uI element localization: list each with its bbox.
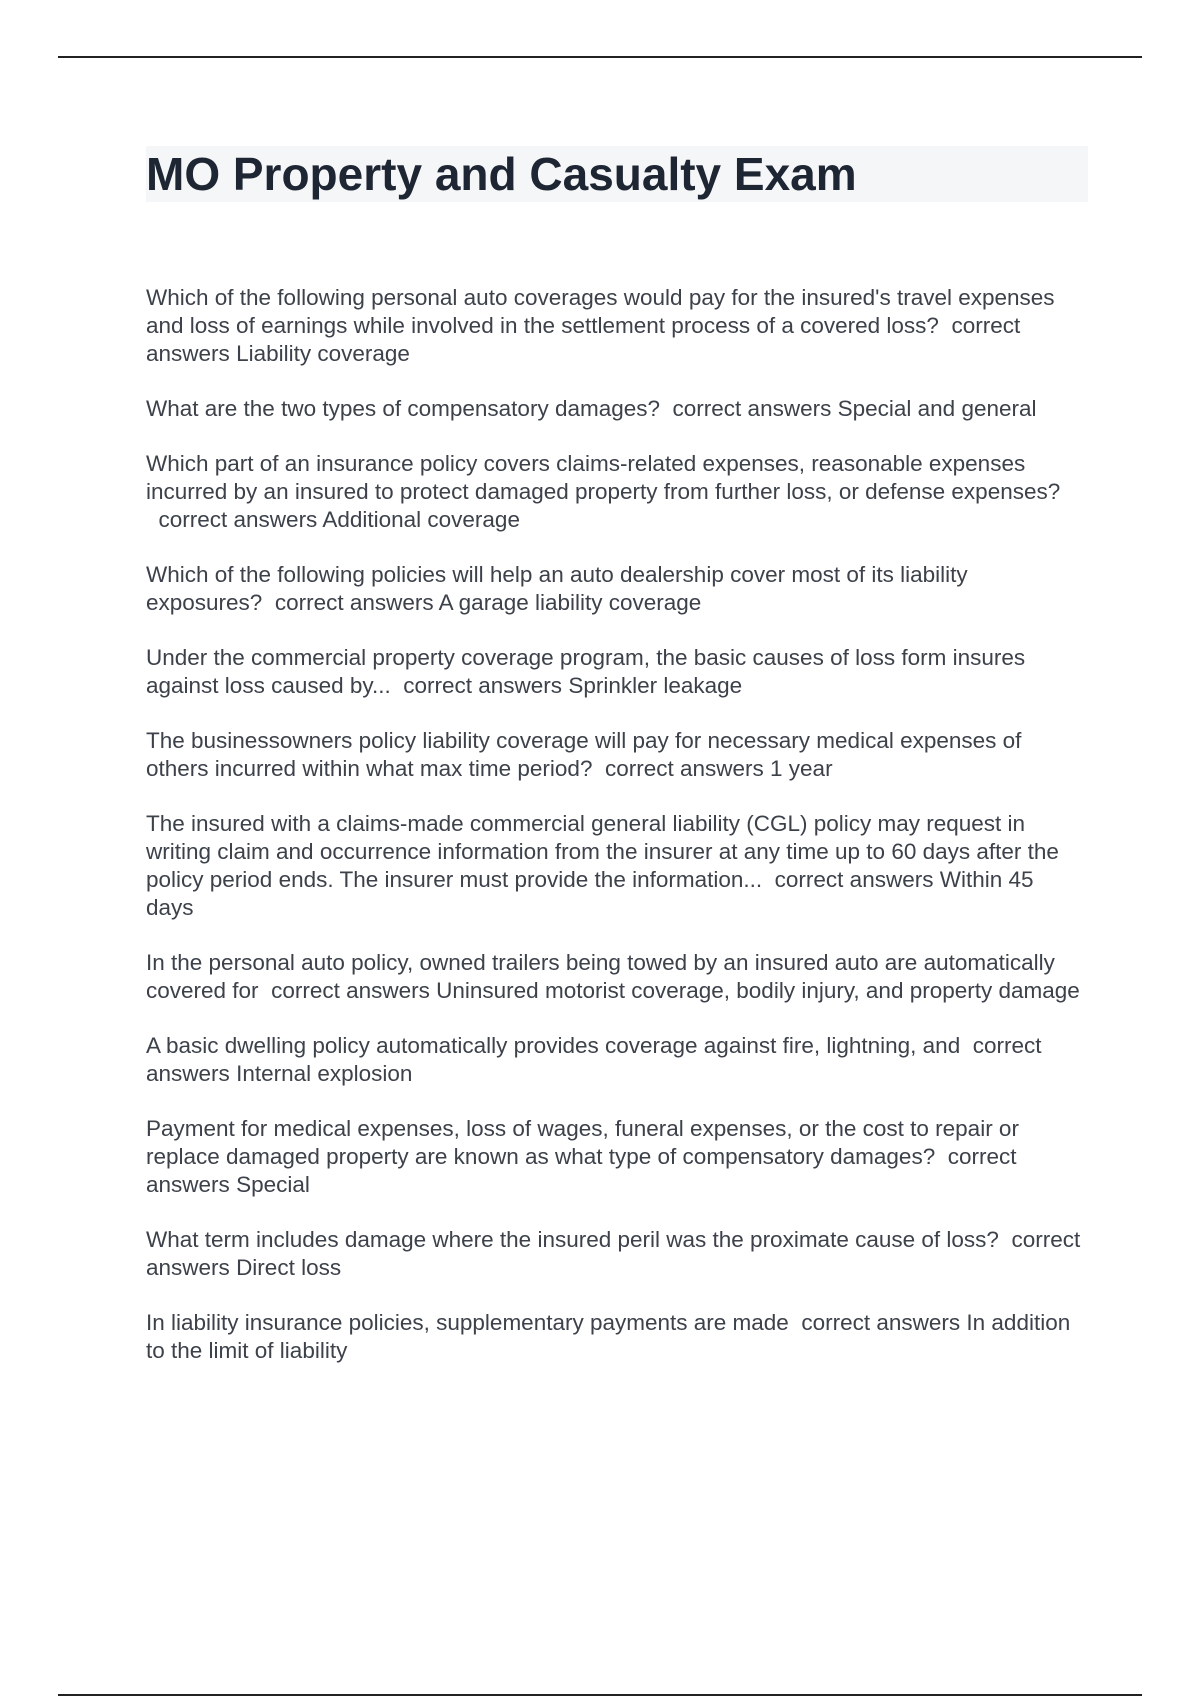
answer-text: Within 45 days xyxy=(146,867,1034,920)
answer-text: Special xyxy=(236,1172,310,1197)
answer-marker: correct answers xyxy=(403,673,563,698)
question-text: In liability insurance policies, supplementary payments are made xyxy=(146,1310,789,1335)
qa-list xyxy=(146,284,1086,1392)
top-divider xyxy=(58,56,1142,58)
qa-item xyxy=(146,284,1086,368)
answer-marker: correct answers xyxy=(146,1144,1017,1197)
answer-marker: correct answers xyxy=(274,590,434,615)
qa-item xyxy=(146,450,1086,534)
question-text: The businessowners policy liability coverage will pay for necessary medical expenses of others incurred within what max time period? xyxy=(146,728,1022,781)
qa-item xyxy=(146,1226,1086,1282)
answer-marker: correct answers xyxy=(158,507,318,532)
question-text: A basic dwelling policy automatically provides coverage against fire, lightning, and xyxy=(146,1033,961,1058)
question-text: Under the commercial property coverage program, the basic causes of loss form insures against loss caused by... xyxy=(146,645,1026,698)
qa-item xyxy=(146,561,1086,617)
answer-text: Uninsured motorist coverage, bodily injury, and property damage xyxy=(436,978,1080,1003)
answer-text: Direct loss xyxy=(236,1255,342,1280)
answer-text: 1 year xyxy=(770,756,833,781)
answer-text: Sprinkler leakage xyxy=(568,673,743,698)
qa-item xyxy=(146,1309,1086,1365)
page-title: MO Property and Casualty Exam xyxy=(146,148,857,200)
question-text: Payment for medical expenses, loss of wages, funeral expenses, or the cost to repair or replace damaged property are known as what type of compensatory damages? xyxy=(146,1116,1019,1169)
question-text: Which of the following personal auto coverages would pay for the insured's travel expenses and loss of earnings while involved in the settlement process of a covered loss? xyxy=(146,285,1055,338)
answer-text: In addition to the limit of liability xyxy=(146,1310,1071,1363)
answer-text: Special and general xyxy=(837,396,1037,421)
qa-item xyxy=(146,1032,1086,1088)
qa-item xyxy=(146,1115,1086,1199)
answer-text: Additional coverage xyxy=(322,507,520,532)
answer-text: Internal explosion xyxy=(236,1061,413,1086)
question-text: In the personal auto policy, owned trailers being towed by an insured auto are automatically covered for xyxy=(146,950,1055,1003)
answer-marker: correct answers xyxy=(146,1033,1042,1086)
question-text: Which of the following policies will help an auto dealership cover most of its liability exposures? xyxy=(146,562,968,615)
answer-marker: correct answers xyxy=(604,756,764,781)
answer-marker: correct answers xyxy=(801,1310,961,1335)
answer-marker: correct answers xyxy=(146,313,1021,366)
qa-item xyxy=(146,949,1086,1005)
qa-item xyxy=(146,810,1086,922)
question-text: The insured with a claims-made commercial general liability (CGL) policy may request in writing claim and occurrence information from the insurer at any time up to 60 days after the policy period ends. The insurer must provide the information... xyxy=(146,811,1059,892)
answer-marker: correct answers xyxy=(672,396,832,421)
answer-marker: correct answers xyxy=(271,978,430,1003)
answer-marker: correct answers xyxy=(774,867,934,892)
qa-item xyxy=(146,727,1086,783)
question-text: Which part of an insurance policy covers claims-related expenses, reasonable expenses incurred by an insured to protect damaged property from further loss, or defense expenses? xyxy=(146,451,1061,504)
question-text: What term includes damage where the insured peril was the proximate cause of loss? xyxy=(146,1227,999,1252)
question-text: What are the two types of compensatory damages? xyxy=(146,396,661,421)
qa-item xyxy=(146,395,1086,423)
bottom-divider xyxy=(58,1694,1142,1696)
answer-text: Liability coverage xyxy=(236,341,410,366)
answer-text: A garage liability coverage xyxy=(438,590,702,615)
qa-item xyxy=(146,644,1086,700)
answer-marker: correct answers xyxy=(146,1227,1081,1280)
